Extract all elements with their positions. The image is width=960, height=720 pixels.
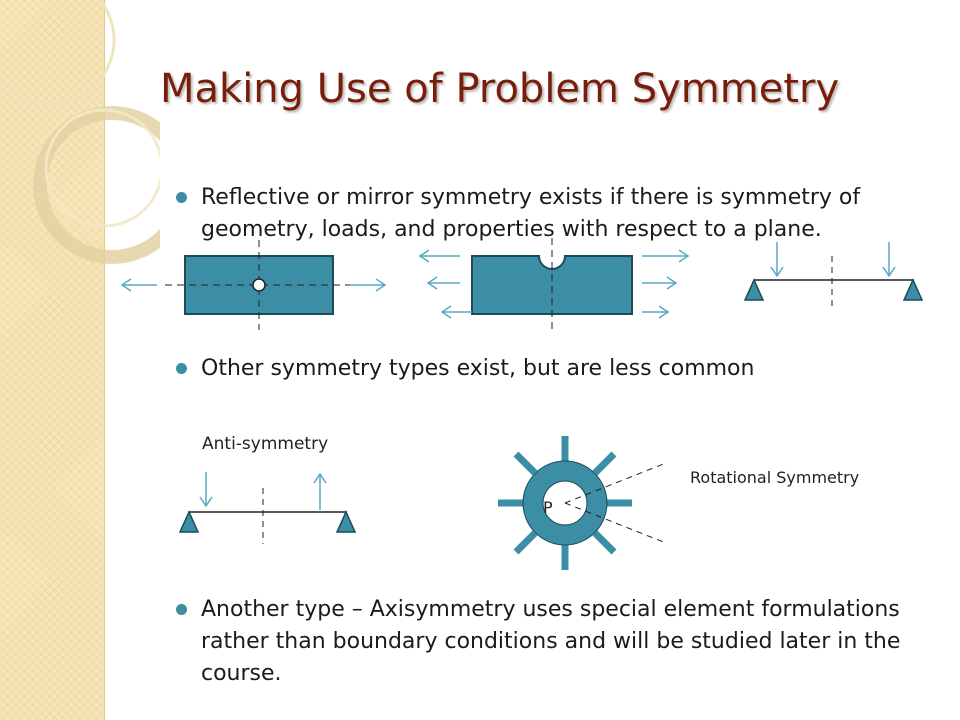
point-p-label: P xyxy=(543,498,553,517)
left-arrow-bottom xyxy=(442,306,472,318)
bullet-other-symmetry: Other symmetry types exist, but are less common xyxy=(176,353,916,385)
left-arrow-middle xyxy=(428,277,460,289)
rotational-symmetry-label: Rotational Symmetry xyxy=(690,468,860,487)
anti-symmetry-beam-figure xyxy=(175,466,365,546)
bullet-reflective-symmetry: Reflective or mirror symmetry exists if there is symmetry of geometry, loads, and properties with respect to a plane. xyxy=(176,182,916,246)
left-load-arrow xyxy=(122,279,157,291)
symmetric-beam-figure xyxy=(740,236,930,316)
notched-plate-figure xyxy=(410,236,700,336)
right-support xyxy=(904,280,922,300)
down-load-arrow xyxy=(200,472,212,506)
bullet-axisymmetry: Another type – Axisymmetry uses special element formulations rather than boundary conditions and will be studied later in the course. xyxy=(176,594,916,690)
up-load-arrow xyxy=(314,474,326,510)
right-support xyxy=(337,512,355,532)
hole xyxy=(253,279,265,291)
right-down-load-arrow xyxy=(883,242,895,276)
left-support xyxy=(745,280,763,300)
slide-title: Making Use of Problem Symmetry xyxy=(160,66,840,112)
plate-with-hole-figure xyxy=(110,236,400,336)
left-support xyxy=(180,512,198,532)
right-arrow-top xyxy=(642,250,688,262)
right-arrow-middle xyxy=(642,277,676,289)
right-arrow-bottom xyxy=(642,306,668,318)
left-arrow-top xyxy=(420,250,460,262)
anti-symmetry-label: Anti-symmetry xyxy=(202,434,329,454)
left-down-load-arrow xyxy=(771,242,783,276)
right-load-arrow xyxy=(350,279,385,291)
rotational-symmetry-figure xyxy=(470,420,680,590)
